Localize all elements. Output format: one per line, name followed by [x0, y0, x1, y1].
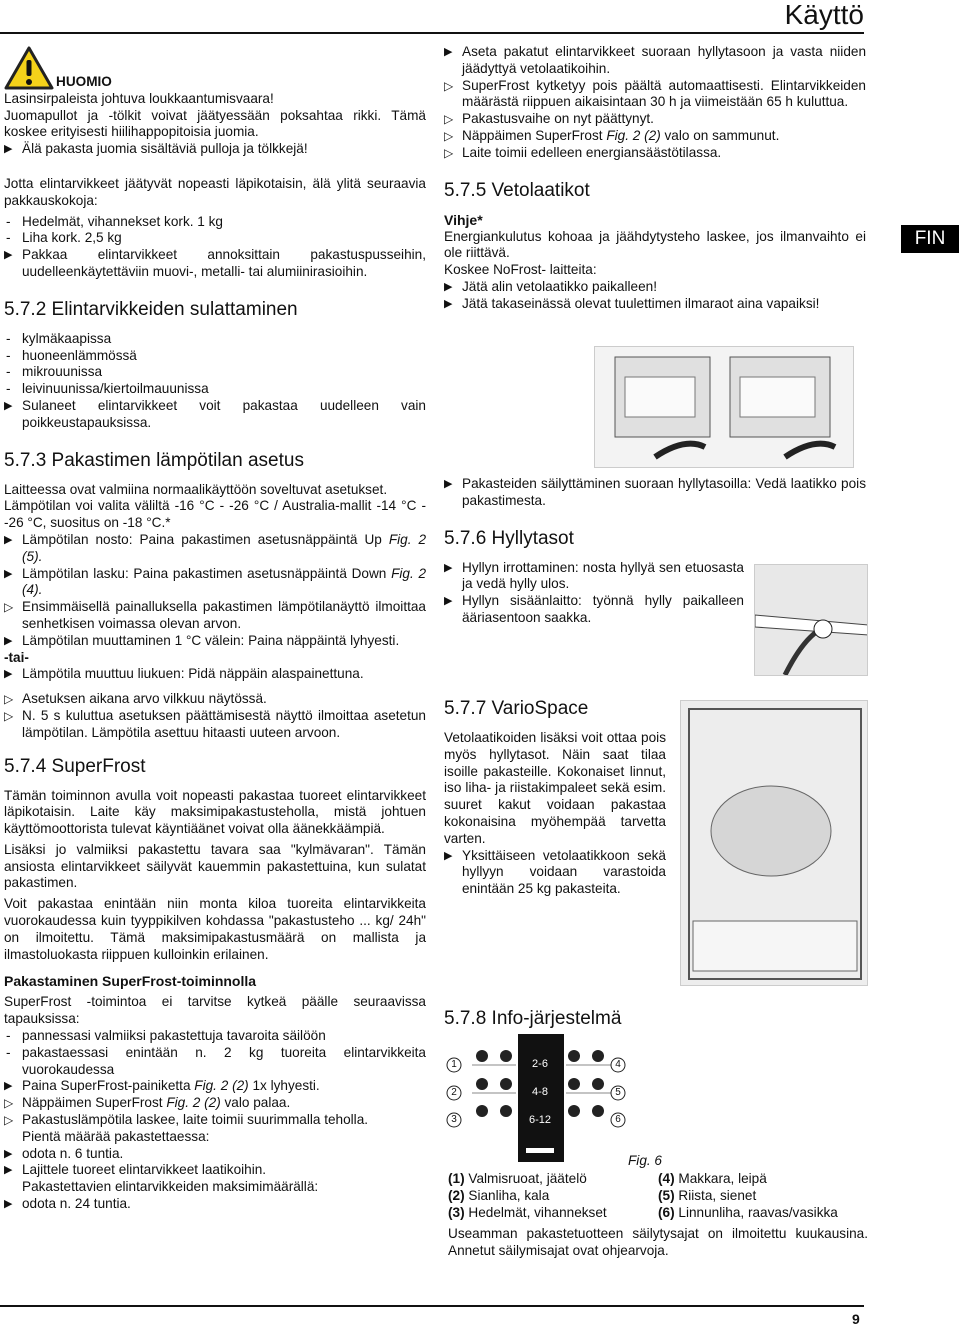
first-press-note: ▷ Ensimmäisellä painalluksella pakastimen lämpötilanäyttö ilmoittaa senhetkisen voimassa olevan arvon.: [4, 599, 426, 633]
fig-value: 4-8: [532, 1086, 548, 1098]
page-header-title: Käyttö: [784, 0, 864, 30]
shelf-illustration: [754, 564, 868, 676]
superfrost-case: - pakastaessasi enintään n. 2 kg tuoreita elintarvikkeita vuorokaudessa: [4, 1045, 426, 1079]
legend-item: (5) Riista, sienet: [658, 1188, 757, 1203]
wait6-bullet: ▶ odota n. 6 tuntia.: [4, 1146, 426, 1163]
temp-up-fig: Fig. 2 (5).: [22, 531, 427, 564]
page-number: 9: [852, 1311, 860, 1327]
variospace-bullet: ▶ Yksittäiseen vetolaatikkoon sekä hyllyyn voidaan varastoida enintään 25 kg pakasteita.: [444, 848, 666, 898]
press-text: Paina SuperFrost-painiketta: [22, 1078, 191, 1094]
warning-bullet: ▶ Älä pakasta juomia sisältäviä pulloja ja tölkkejä!: [4, 141, 426, 158]
superfrost-case: - pannessasi valmiiksi pakastettuja tavaroita säilöön: [4, 1028, 426, 1045]
superfrost-lower-note: ▷ Pakastuslämpötila laskee, laite toimii suurimmalla teholla.: [4, 1112, 426, 1129]
variospace-section: [444, 698, 666, 898]
superfrost-lamp-note: [4, 1095, 426, 1112]
info-system-figure: [446, 1034, 636, 1162]
pack-size-intro: Jotta elintarvikkeet jäätyvät nopeasti läpikotaisin, älä ylitä seuraavia pakkauskokoja:: [4, 175, 426, 208]
change-1c-bullet: ▶ Lämpötilan muuttaminen 1 °C välein: Paina näppäintä lyhyesti.: [4, 633, 426, 650]
fig-value: 6-12: [528, 1114, 552, 1126]
info-system-heading: [444, 1008, 866, 1030]
sf-text: Näppäimen SuperFrost: [462, 127, 603, 143]
max-amount-label: Pakastettavien elintarvikkeiden maksimimäärällä:: [22, 1179, 319, 1195]
warning-title: HUOMIO: [56, 74, 112, 89]
header-rule: [0, 32, 864, 34]
place-shelf-bullet: ▶ Aseta pakatut elintarvikkeet suoraan hyllytasoon ja vasta niiden jäädyttyä vetolaatikoihin.: [444, 44, 866, 78]
place-bullet: ▶ Lajittele tuoreet elintarvikkeet laatikoihin.: [4, 1162, 426, 1179]
right-column: [444, 44, 866, 313]
warning-block: [4, 44, 426, 158]
footer-rule: [0, 1305, 864, 1307]
legend-item: (1) Valmisruoat, jäätelö: [448, 1171, 587, 1186]
legend-item: (4) Makkara, leipä: [658, 1171, 767, 1186]
fig-number: 2: [451, 1087, 457, 1098]
superfrost-p2: Lisäksi jo valmiiksi pakastettu tavara saa "kylmävaran". Tämän ansiosta elintarvikkeet säilyvät kauemmin pakastettuina, kun sulatat pakastimen.: [4, 841, 426, 891]
section-heading-575: 5.7.5 Vetolaatikot: [444, 179, 590, 201]
small-amount-label: Pientä määrää pakastettaessa:: [22, 1128, 210, 1144]
lamp-text: Näppäimen SuperFrost: [22, 1095, 163, 1111]
thaw-item: - mikrouunissa: [4, 364, 426, 381]
eco-note: ▷ Laite toimii edelleen energiansäästötilassa.: [444, 145, 866, 162]
tip-label: Vihje*: [444, 211, 483, 228]
superfrost-press-bullet: [4, 1078, 426, 1095]
temp-p1: Laitteessa ovat valmiina normaalikäyttöön soveltuvat asetukset.: [4, 481, 388, 497]
fig6-label: Fig. 6: [628, 1153, 662, 1168]
section-heading-574: 5.7.4 SuperFrost: [4, 755, 146, 777]
drawers-p2: Koskee NoFrost- laitteita:: [444, 262, 597, 278]
temp-down-text: Lämpötilan lasku: Paina pakastimen asetusnäppäintä Down: [22, 565, 387, 581]
drawers-p1: Energiankulutus kohoaa ja jäähdytysteho laskee, jos ilmanvaihto ei ole riittävä.: [444, 228, 866, 261]
warning-icon: [4, 46, 54, 90]
info-legend: [448, 1170, 868, 1259]
warning-line-2: Juomapullot ja -tölkit voivat jäätyessään poksahtaa rikki. Tämä koskee erityisesti hiilihappopitoisia juomia.: [4, 107, 426, 140]
shelf-storage-bullet: ▶ Pakasteiden säilyttäminen suoraan hyllytasoilla: Vedä laatikko pois pakastimesta.: [444, 476, 866, 510]
thaw-item: - leivinuunissa/kiertoilmauunissa: [4, 381, 426, 398]
superfrost-p1: Tämän toiminnon avulla voit nopeasti pakastaa tuoreet elintarvikkeet läpikotaisin. Laite käy maksimipakastusteholla, mistä johtuen käyttömoottorista tulevat käyntiäänet voivat olla äänekkäämpiä.: [4, 787, 426, 837]
shelf-remove-bullet: ▶ Hyllyn irrottaminen: nosta hyllyä sen etuosasta ja vedä hylly ulos.: [444, 560, 744, 594]
section-heading-577: 5.7.7 VarioSpace: [444, 698, 589, 719]
legend-item: (6) Linnunliha, raavas/vasikka: [658, 1205, 838, 1220]
drawers-bullet-2: ▶ Jätä takaseinässä olevat tuulettimen ilmaraot aina vapaiksi!: [444, 296, 866, 313]
section-heading-572: 5.7.2 Elintarvikkeiden sulattaminen: [4, 298, 298, 320]
temp-down-fig: Fig. 2 (4).: [22, 565, 427, 598]
fig-number: 6: [615, 1114, 621, 1125]
pack-size-item: - Hedelmät, vihannekset kork. 1 kg: [4, 214, 426, 231]
press-fig: Fig. 2 (2): [194, 1078, 249, 1094]
section-heading-573: 5.7.3 Pakastimen lämpötilan asetus: [4, 449, 304, 471]
fig-value: 2-6: [532, 1058, 548, 1070]
phase-end-note: ▷ Pakastusvaihe on nyt päättynyt.: [444, 111, 866, 128]
temp-up-text: Lämpötilan nosto: Paina pakastimen asetusnäppäintä Up: [22, 531, 382, 547]
thaw-item: - huoneenlämmössä: [4, 348, 426, 365]
temp-p2: Lämpötilan voi valita väliltä -16 °C - -26 °C / Australia-mallit -14 °C - -26 °C, suositus on -18 °C.*: [4, 498, 426, 531]
fig-number: 3: [451, 1114, 457, 1125]
superfrost-p3: Voit pakastaa enintään niin monta kiloa tuoreita elintarvikkeita vuorokaudessa kuin tyyppikilven kohdassa "pakastusteho ... kg/ 24h" on ilmoitettu. Tämä maksimipakastusmäärä on mallista ja ilmastoluokasta riippuen kulloinkin erilainen.: [4, 896, 426, 962]
auto-off-note: ▷ SuperFrost kytketyy pois päältä automaattisesti. Elintarvikkeiden määrästä riippuen aikaisintaan 30 h ja viimeistään 65 h kuluttua.: [444, 78, 866, 112]
blink-note: ▷ Asetuksen aikana arvo vilkkuu näytössä.: [4, 691, 426, 708]
thaw-item: - kylmäkaapissa: [4, 331, 426, 348]
superfrost-subheading: Pakastaminen SuperFrost-toiminnolla: [4, 973, 257, 990]
hold-bullet: ▶ Lämpötila muuttuu liukuen: Pidä näppäin alaspainettuna.: [4, 666, 426, 683]
warning-line-1: Lasinsirpaleista johtuva loukkaantumisvaara!: [4, 90, 274, 106]
pack-size-item: - Liha kork. 2,5 kg: [4, 230, 426, 247]
wait24-bullet: ▶ odota n. 24 tuntia.: [4, 1196, 426, 1213]
fig-number: 5: [615, 1087, 621, 1098]
pack-bullet: ▶ Pakkaa elintarvikkeet annoksittain pakastuspusseihin, uudelleenkäytettäviin muovi-, metalli- tai alumiinirasioihin.: [4, 247, 426, 281]
drawer-illustration: [594, 346, 854, 468]
sf-lamp-off-note: [444, 128, 866, 145]
fig-number: 1: [451, 1059, 457, 1070]
press-tail: 1x lyhyesti.: [252, 1078, 320, 1094]
thaw-bullet: ▶ Sulaneet elintarvikkeet voit pakastaa uudelleen vain poikkeustapauksissa.: [4, 398, 426, 432]
legend-item: (3) Hedelmät, vihannekset: [448, 1205, 607, 1220]
variospace-illustration: [680, 700, 868, 986]
superfrost-p4: SuperFrost -toimintoa ei tarvitse kytkeä päälle seuraavissa tapauksissa:: [4, 994, 426, 1027]
section-heading-578: 5.7.8 Info-järjestelmä: [444, 1008, 622, 1029]
drawers-bullet-1: ▶ Jätä alin vetolaatikko paikalleen!: [444, 279, 866, 296]
language-badge: FIN: [901, 225, 959, 253]
sf-fig: Fig. 2 (2): [606, 127, 661, 143]
legend-item: (2) Sianliha, kala: [448, 1188, 550, 1203]
temp-down-bullet: [4, 566, 426, 600]
after5-note: ▷ N. 5 s kuluttua asetuksen päättämisestä näyttö ilmoittaa asetetun lämpötilan. Lämpötila asettuu hitaasti uuteen arvoon.: [4, 708, 426, 742]
left-column: [4, 44, 426, 1213]
shelf-insert-bullet: ▶ Hyllyn sisäänlaitto: työnnä hylly paikalleen ääriasentoon saakka.: [444, 593, 744, 627]
lamp-fig: Fig. 2 (2): [166, 1095, 221, 1111]
lamp-tail: valo palaa.: [224, 1095, 291, 1111]
sf-tail: valo on sammunut.: [664, 127, 780, 143]
temp-up-bullet: [4, 532, 426, 566]
or-label: -tai-: [4, 649, 29, 665]
variospace-p1: Vetolaatikoiden lisäksi voit ottaa pois myös hyllytasot. Näin saat tilaa isoille pakasteille. Kokonaiset linnut, iso liha- ja riistakimpaleet sekä esim. suuret kakut voidaan pakastaa kokonaisina myöhempää tarvetta varten.: [444, 730, 666, 846]
section-heading-576: 5.7.6 Hyllytasot: [444, 527, 574, 549]
fig-number: 4: [615, 1059, 621, 1070]
info-closing: Useamman pakastetuotteen säilytysajat on ilmoitettu kuukausina. Annetut säilymisajat ovat ohjearvoja.: [448, 1226, 868, 1258]
